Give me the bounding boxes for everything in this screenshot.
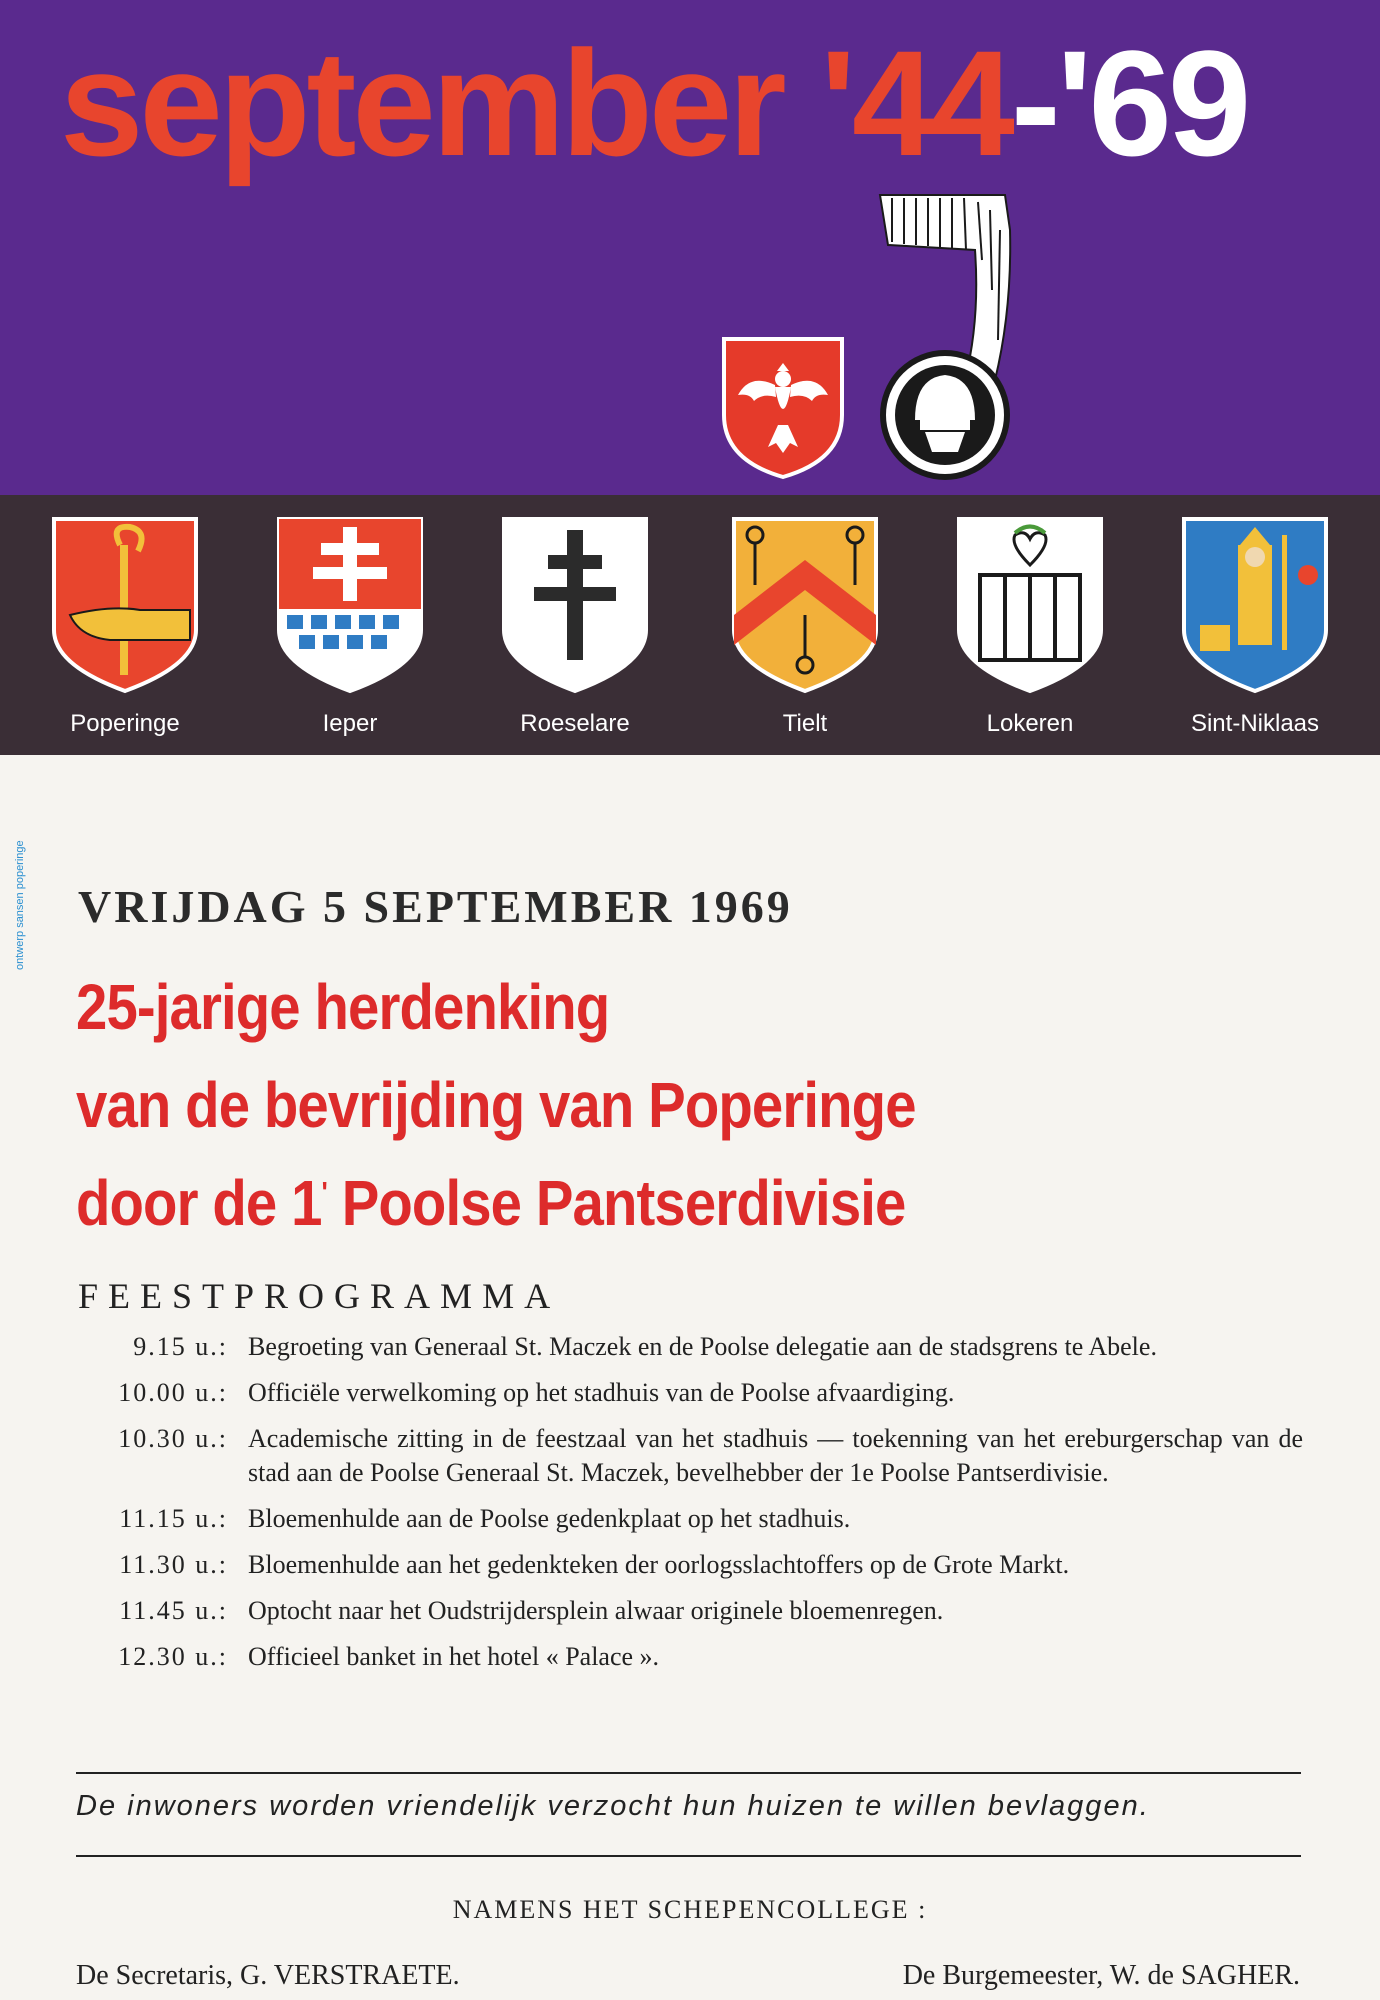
city-roeselare (480, 515, 670, 745)
schedule-desc: Officiële verwelkoming op het stadhuis van de Poolse afvaardiging. (248, 1378, 955, 1407)
schedule-row (78, 1548, 1303, 1582)
city-ieper (255, 515, 445, 745)
schedule-time: 11.45 u.: (119, 1596, 228, 1625)
hand-crozier-shield-icon (50, 515, 200, 695)
divider-top (76, 1772, 1301, 1774)
city-poperinge (30, 515, 220, 745)
signature-secretary: De Secretaris, G. VERSTRAETE. (76, 1960, 460, 1991)
schedule-desc: Officieel banket in het hotel « Palace ». (248, 1642, 660, 1671)
winged-hussar-helmet-icon (870, 190, 1020, 480)
schedule-row (78, 1422, 1303, 1490)
divider-bottom (76, 1855, 1301, 1857)
title-year-69: -'69 (1010, 19, 1248, 187)
header-purple-panel (0, 0, 1380, 495)
schedule-row (78, 1330, 1303, 1364)
city-name: Roeselare (520, 710, 630, 737)
city-name: Ieper (322, 710, 378, 737)
schedule-desc: Optocht naar het Oudstrijdersplein alwaar originele bloemenregen. (248, 1596, 944, 1625)
schedule-row (78, 1376, 1303, 1410)
heading-line-2: van de bevrijding van Poperinge (76, 1069, 916, 1141)
saint-nicholas-shield-icon (1180, 515, 1330, 695)
city-name: Poperinge (70, 710, 180, 737)
schedule-row (78, 1640, 1303, 1674)
schedule-row (78, 1594, 1303, 1628)
heading-line-3 (76, 1166, 905, 1240)
flag-request-note: De inwoners worden vriendelijk verzocht hun huizen te willen bevlaggen. (76, 1790, 1150, 1822)
schedule-time: 9.15 u.: (133, 1332, 228, 1361)
city-name: Sint-Niklaas (1190, 710, 1320, 737)
heading-line-3-sup: ' (321, 1176, 327, 1210)
schedule-list (78, 1330, 1303, 1686)
city-lokeren (935, 515, 1125, 745)
title-september: september (60, 19, 821, 187)
schedule-desc: Bloemenhulde aan het gedenkteken der oorlogsslachtoffers op de Grote Markt. (248, 1550, 1070, 1579)
title-year-44: '44 (820, 19, 1011, 187)
signature-mayor: De Burgemeester, W. de SAGHER. (902, 1960, 1300, 1991)
city-tielt (710, 515, 900, 745)
schedule-time: 12.30 u.: (118, 1642, 228, 1671)
schedule-time: 11.15 u.: (119, 1504, 228, 1533)
program-title: FEESTPROGRAMMA (78, 1276, 561, 1316)
heart-gates-shield-icon (955, 515, 1105, 695)
schedule-desc: Begroeting van Generaal St. Maczek en de Poolse delegatie aan de stadsgrens te Abele. (248, 1332, 1157, 1361)
cross-checker-shield-icon (275, 515, 425, 695)
poster-title (60, 18, 1247, 188)
city-name: Lokeren (986, 710, 1074, 737)
double-cross-shield-icon (500, 515, 650, 695)
heading-line-1: 25-jarige herdenking (76, 971, 610, 1043)
schedule-desc: Bloemenhulde aan de Poolse gedenkplaat op het stadhuis. (248, 1504, 851, 1533)
designer-credit (14, 790, 34, 970)
designer-credit-text: ontwerp sansen poperinge (14, 840, 26, 970)
schedule-time: 10.00 u.: (118, 1378, 228, 1407)
keys-chevron-shield-icon (730, 515, 880, 695)
heading-line-3b: Poolse Pantserdivisie (326, 1167, 906, 1239)
city-sint-niklaas (1160, 515, 1350, 745)
city-name: Tielt (782, 710, 828, 737)
schedule-desc: Academische zitting in de feestzaal van het stadhuis — toekenning van het ereburgerschap van de stad aan de Poolse Generaal St. Maczek, bevelhebber der 1e Poolse Pantserdivisie. (248, 1424, 1303, 1487)
schedule-time: 10.30 u.: (118, 1424, 228, 1453)
heading-line-3a: door de 1 (76, 1167, 322, 1239)
schedule-row (78, 1502, 1303, 1536)
council-heading: NAMENS HET SCHEPENCOLLEGE : (452, 1895, 928, 1924)
schedule-time: 11.30 u.: (119, 1550, 228, 1579)
polish-eagle-icon (720, 335, 846, 480)
event-date: VRIJDAG 5 SEPTEMBER 1969 (78, 881, 793, 932)
city-shields-band (0, 495, 1380, 755)
